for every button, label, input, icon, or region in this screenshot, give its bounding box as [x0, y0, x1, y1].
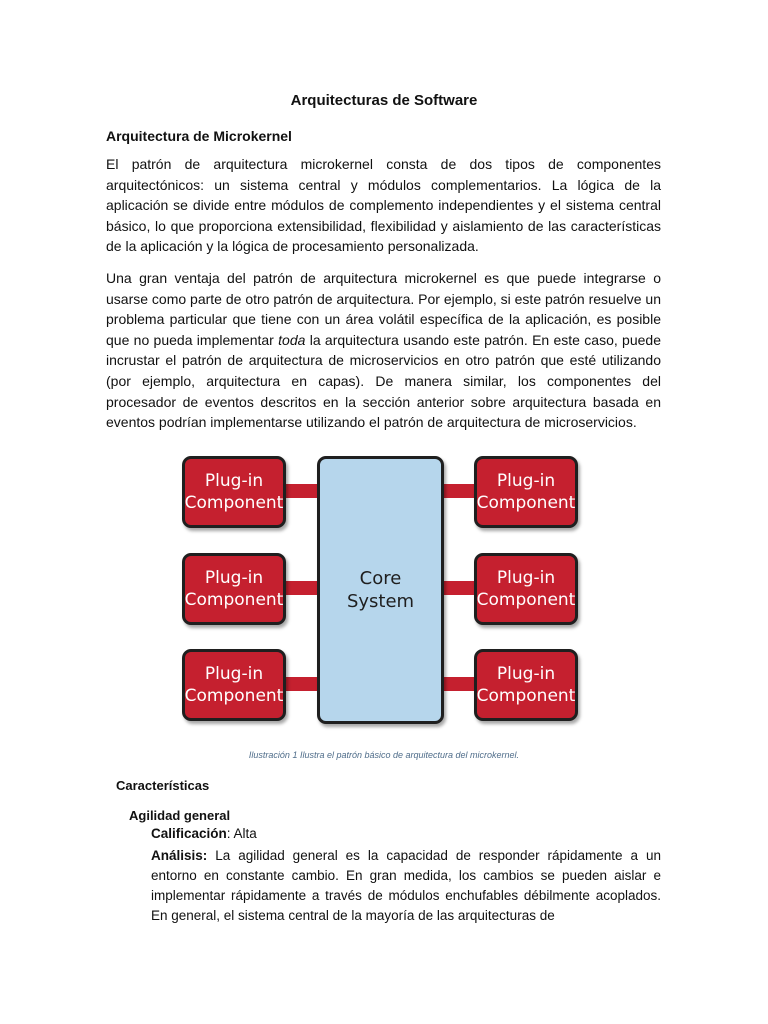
plugin-component-right-1	[474, 456, 578, 528]
section-title: Arquitectura de Microkernel	[106, 128, 292, 144]
plugin-component-left-1	[182, 456, 286, 528]
paragraph-1: El patrón de arquitectura microkernel consta de dos tipos de componentes arquitectónicos: un sistema central y módulos complementarios. La lógica de la aplicación se divide entre módulos de complemento independientes y el sistema central básico, lo que proporciona extensibilidad, flexibilidad y aislamiento de las características de la aplicación y la lógica de procesamiento personalizada.	[106, 156, 661, 255]
plugin-component-right-3	[474, 649, 578, 721]
analysis-text: La agilidad general es la capacidad de responder rápidamente a un entorno en constante cambio. En gran medida, los cambios se pueden aislar e implementar rápidamente a través de módulos enchufables débilmente acoplados. En general, el sistema central de la mayoría de las arquitecturas de	[151, 848, 661, 923]
rating-label: Calificación	[151, 826, 227, 841]
paragraph-2	[106, 268, 661, 433]
analysis-label: Análisis:	[151, 848, 208, 863]
agility-subheading: Agilidad general	[129, 808, 231, 823]
plugin-component-right-2	[474, 553, 578, 625]
plugin-label: Plug-in Component	[184, 471, 284, 513]
characteristics-heading: Características	[116, 778, 210, 793]
connector-left-2	[286, 581, 319, 595]
paragraph-2-emphasis: toda	[278, 331, 306, 348]
connector-right-3	[442, 677, 476, 691]
core-system	[317, 456, 444, 724]
plugin-label: Plug-in Component	[184, 664, 284, 706]
figure-caption: Ilustración 1 Ilustra el patrón básico de arquitectura del microkernel.	[248, 750, 520, 760]
plugin-label: Plug-in Component	[476, 568, 576, 610]
plugin-component-left-2	[182, 553, 286, 625]
plugin-label: Plug-in Component	[476, 664, 576, 706]
connector-right-2	[442, 581, 476, 595]
analysis-paragraph	[151, 846, 661, 926]
connector-left-3	[286, 677, 319, 691]
plugin-component-left-3	[182, 649, 286, 721]
page-title: Arquitecturas de Software	[290, 92, 478, 109]
plugin-label: Plug-in Component	[476, 471, 576, 513]
rating-line: Calificación: Alta	[151, 826, 257, 841]
paragraph-2-part-a: Una gran ventaja del patrón de arquitectura microkernel es que puede integrarse o usarse como parte de otro patrón de arquitectura. Por ejemplo, si este patrón resuelve un problema particular que tiene con un área volátil específica de la aplicación, es posible que no pueda implementar	[106, 270, 661, 348]
paragraph-2-part-b: la arquitectura usando este patrón. En este caso, puede incrustar el patrón de arquitectura de microservicios en otro patrón que esté utilizando (por ejemplo, arquitectura en capas). De manera similar, los componentes del procesador de eventos descritos en la sección anterior sobre arquitectura basada en eventos podrían implementarse utilizando el patrón de arquitectura de microservicios.	[106, 331, 661, 431]
core-label: Core System	[346, 568, 415, 612]
plugin-label: Plug-in Component	[184, 568, 284, 610]
connector-left-1	[286, 484, 319, 498]
rating-value: Alta	[233, 826, 257, 841]
connector-right-1	[442, 484, 476, 498]
